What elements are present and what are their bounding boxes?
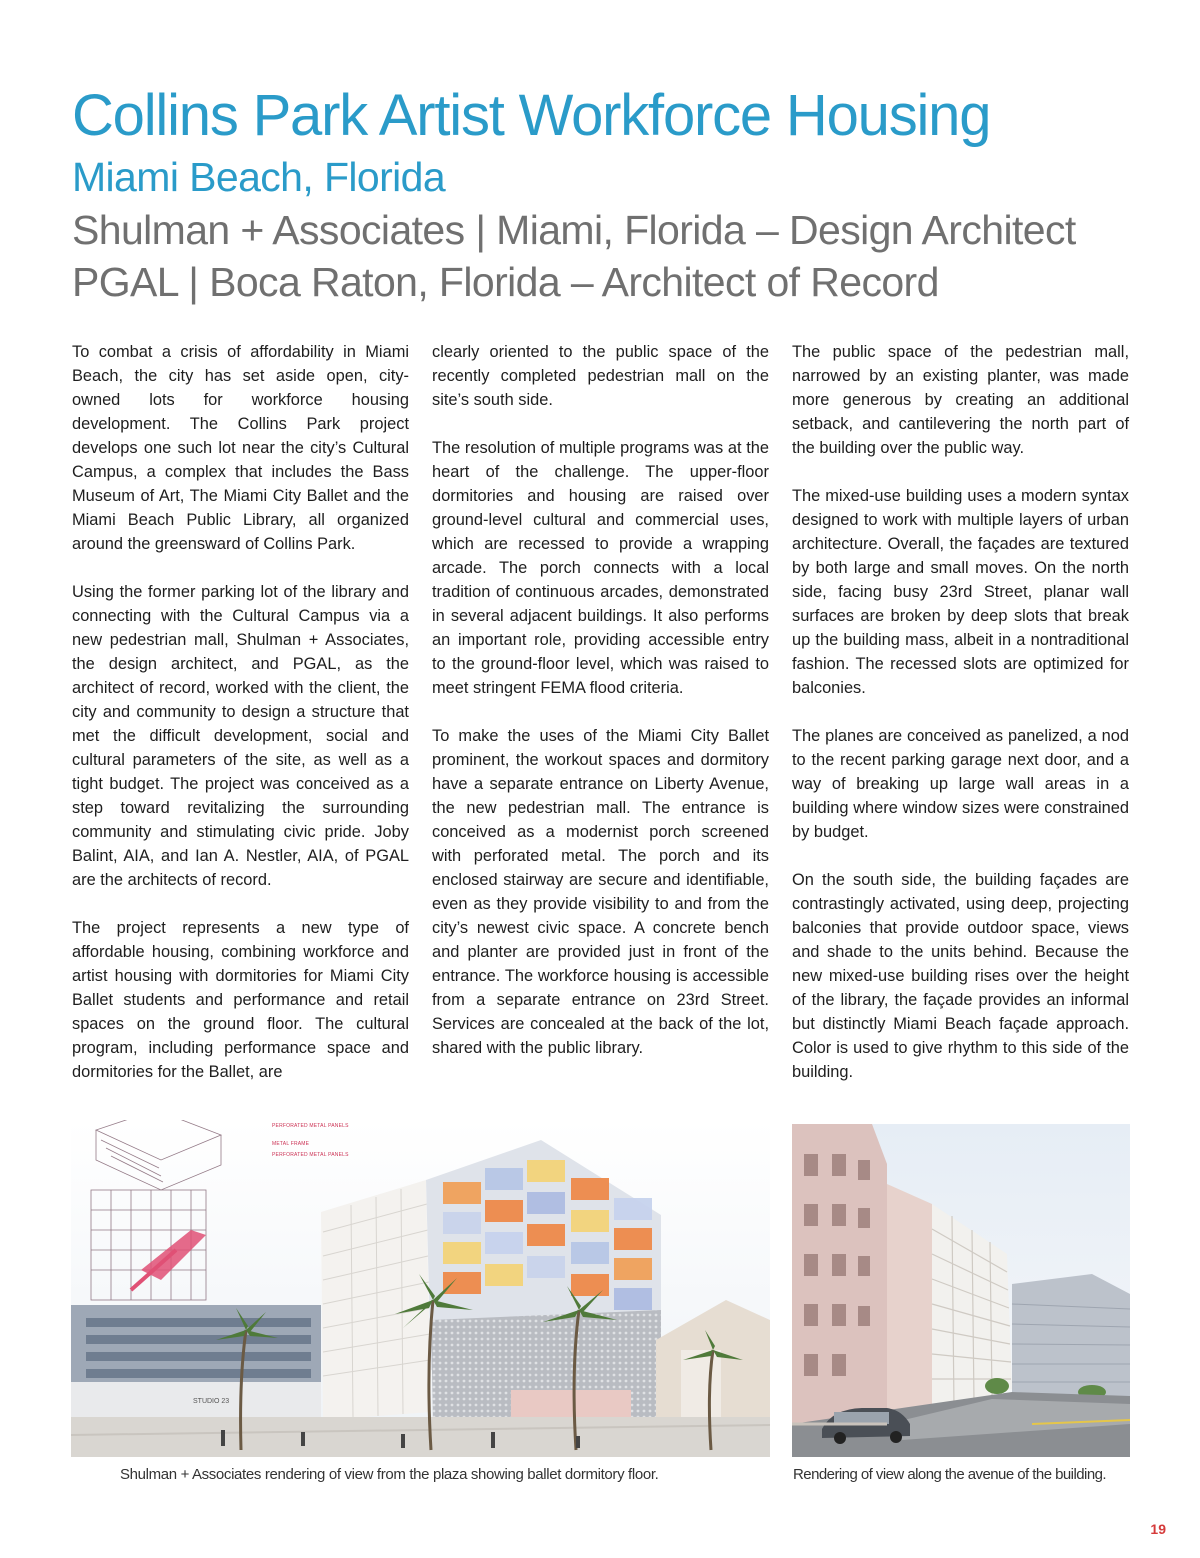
paragraph: The project represents a new type of affordable housing, combining workforce and artist housing with dormitories for Miami City Ballet students and performance and retail spaces on the ground floor. The cultural program, including performance space and dormitories for the Ballet, are <box>72 919 409 1081</box>
avenue-rendering-illustration <box>792 1124 1130 1457</box>
design-architect-credit: Shulman + Associates | Miami, Florida – Design Architect <box>72 207 1076 253</box>
article-header <box>72 82 1172 308</box>
architect-of-record-credit: PGAL | Boca Raton, Florida – Architect of Record <box>72 259 939 305</box>
paragraph: The planes are conceived as panelized, a nod to the recent parking garage next door, and a way of breaking up large wall areas in a building where window sizes were constrained by budget. <box>792 727 1129 841</box>
body-column-1 <box>72 340 409 1108</box>
project-location: Miami Beach, Florida <box>72 154 446 200</box>
figure-caption: Rendering of view along the avenue of the building. <box>793 1466 1107 1483</box>
paragraph: The mixed-use building uses a modern syntax designed to work with multiple layers of urban architecture. Overall, the façades are textured by both large and small moves. On the north side, facing busy 23rd Street, planar wall surfaces are broken by deep slots that break up the building mass, albeit in a nontraditional fashion. The recessed slots are optimized for balconies. <box>792 487 1129 697</box>
page-number: 19 <box>1150 1521 1166 1537</box>
avenue-rendering-image <box>792 1124 1130 1457</box>
body-column-3 <box>792 340 1129 1108</box>
figure-caption: Shulman + Associates rendering of view from the plaza showing ballet dormitory floor. <box>120 1466 659 1483</box>
body-column-2 <box>432 340 769 1084</box>
panel-label: METAL FRAME <box>272 1141 310 1147</box>
paragraph: The public space of the pedestrian mall, narrowed by an existing planter, was made more generous by creating an additional setback, and cantilevering the north part of the building over the public way. <box>792 343 1129 457</box>
paragraph: To combat a crisis of affordability in Miami Beach, the city has set aside open, city-owned lots for workforce housing development. The Collins Park project develops one such lot near the city’s Cultural Campus, a complex that includes the Bass Museum of Art, The Miami City Ballet and the Miami Beach Public Library, all organized around the greensward of Collins Park. <box>72 343 409 553</box>
panel-label: PERFORATED METAL PANELS <box>272 1152 349 1158</box>
paragraph: To make the uses of the Miami City Ballet prominent, the workout spaces and dormitory have a separate entrance on Liberty Avenue, the new pedestrian mall. The entrance is conceived as a modernist porch screened with perforated metal. The porch and its enclosed stairway are secure and identifiable, even as they provide visibility to and from the city’s newest civic space. A concrete bench and planter are provided just in front of the entrance. The workforce housing is accessible from a separate entrance on 23rd Street. Services are concealed at the back of the lot, shared with the public library. <box>432 727 769 1057</box>
paragraph: clearly oriented to the public space of the recently completed pedestrian mall on the site’s south side. <box>432 343 769 409</box>
article-title: Collins Park Artist Workforce Housing <box>72 83 991 148</box>
article-body <box>72 340 1130 1110</box>
panel-label: PERFORATED METAL PANELS <box>272 1123 349 1129</box>
paragraph: The resolution of multiple programs was at the heart of the challenge. The upper-floor dormitories and housing are raised over ground-level cultural and commercial uses, which are recessed to provide a wrapping arcade. The porch connects with a local tradition of continuous arcades, demonstrated in several adjacent buildings. It also performs an important role, providing accessible entry to the ground-floor level, which was raised to meet stringent FEMA flood criteria. <box>432 439 769 697</box>
plaza-rendering-image <box>71 1120 770 1457</box>
building-sign: STUDIO 23 <box>193 1398 230 1405</box>
paragraph: Using the former parking lot of the library and connecting with the Cultural Campus via a new pedestrian mall, Shulman + Associates, the design architect, and PGAL, as the architect of record, worked with the client, the city and community to design a structure that met the difficult development, social and cultural parameters of the site, as well as a tight budget. The project was conceived as a step toward revitalizing the surrounding community and stimulating civic pride. Joby Balint, AIA, and Ian A. Nestler, AIA, of PGAL are the architects of record. <box>72 583 409 889</box>
paragraph: On the south side, the building façades are contrastingly activated, using deep, projecting balconies that provide outdoor space, views and shade to the units behind. Because the new mixed-use building rises over the height of the library, the façade provides an informal but distinctly Miami Beach façade approach. Color is used to give rhythm to this side of the building. <box>792 871 1129 1081</box>
plaza-rendering-illustration <box>71 1120 770 1457</box>
